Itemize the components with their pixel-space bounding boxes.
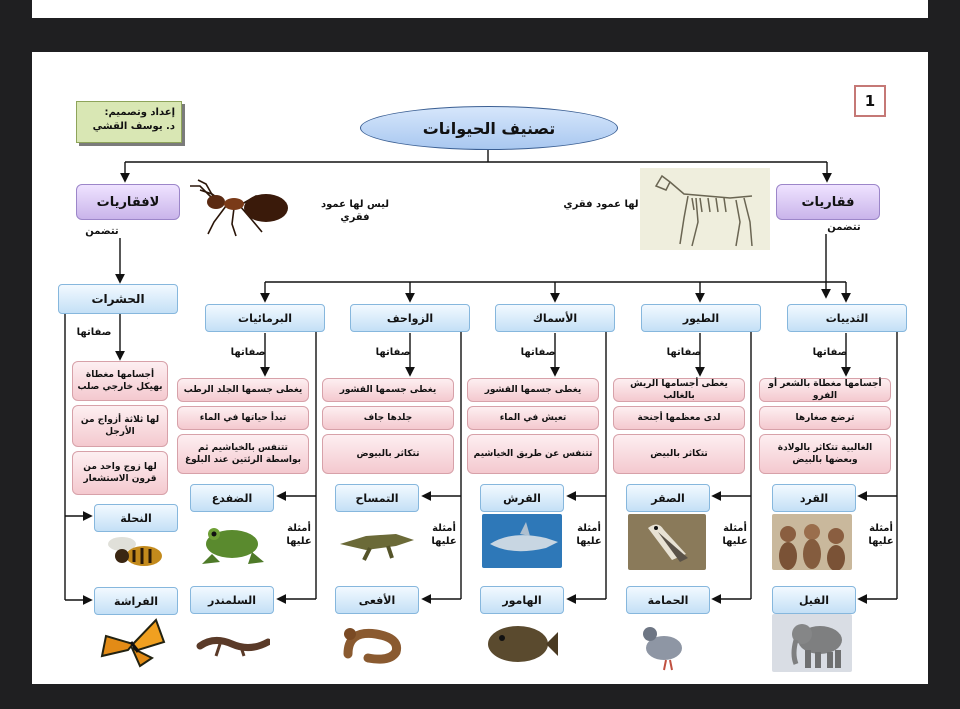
reptiles-example-2: الأفعى (335, 586, 419, 614)
pigeon-image (636, 616, 692, 674)
elephant-image (772, 614, 852, 672)
mammals-example-1: القرد (772, 484, 856, 512)
vertebrates-note: لها عمود فقري (563, 199, 639, 210)
credit-box (76, 101, 182, 143)
crocodile-image (336, 514, 416, 564)
insect-example-2: الفراشة (94, 587, 178, 615)
insect-trait-2: لها ثلاثة أزواج من الأرجل (72, 405, 168, 447)
insects-traits-label: صفاتها (76, 327, 112, 338)
reptiles-trait-3: تتكاثر بالبيوض (322, 434, 454, 474)
fish-traits-label: صفاتها (520, 347, 556, 358)
birds-example-2: الحمامة (626, 586, 710, 614)
vertebrates-box: فقاريات (776, 184, 880, 220)
class-box-amphibians: البرمائيات (205, 304, 325, 332)
diagram-title: تصنيف الحيوانات (360, 106, 618, 150)
amphibians-examples-label: أمثلة عليها (286, 523, 312, 547)
fish-trait-2: تعيش في الماء (467, 406, 599, 430)
bee-image (98, 532, 168, 576)
insect-trait-1: أجسامها مغطاة بهيكل خارجي صلب (72, 361, 168, 401)
page-number: 1 (854, 85, 886, 117)
falcon-image (628, 514, 706, 570)
birds-traits-label: صفاتها (666, 347, 702, 358)
birds-trait-1: يغطى أجسامها الريش بالغالب (613, 378, 745, 402)
vertebrates-includes: تتضمن (827, 222, 861, 233)
reptiles-example-1: التمساح (335, 484, 419, 512)
amphibians-traits-label: صفاتها (230, 347, 266, 358)
frog-image (192, 512, 268, 568)
class-box-reptiles: الزواحف (350, 304, 470, 332)
amphibians-trait-1: يغطى جسمها الجلد الرطب (177, 378, 309, 402)
reptiles-examples-label: أمثلة عليها (431, 523, 457, 547)
mammals-examples-label: أمثلة عليها (868, 523, 894, 547)
credit-line-2: د. يوسف القشي (92, 121, 175, 132)
reptiles-trait-2: جلدها جاف (322, 406, 454, 430)
ant-image (186, 176, 304, 238)
amphibians-trait-2: تبدأ حياتها في الماء (177, 406, 309, 430)
amphibians-trait-3: تتنفس بالخياشيم ثم بواسطة الرئتين عند البلوغ (177, 434, 309, 474)
shark-image (482, 514, 562, 568)
fish-example-1: القرش (480, 484, 564, 512)
fish-trait-1: يغطى جسمها القشور (467, 378, 599, 402)
fish-examples-label: أمثلة عليها (576, 523, 602, 547)
birds-trait-2: لدى معظمها أجنحة (613, 406, 745, 430)
monkey-image (772, 514, 852, 570)
class-box-mammals: الثدييات (787, 304, 907, 332)
snake-image (338, 616, 416, 666)
fish-example-2: الهامور (480, 586, 564, 614)
invertebrates-box: لافقاريات (76, 184, 180, 220)
mammals-example-2: الفيل (772, 586, 856, 614)
class-box-birds: الطيور (641, 304, 761, 332)
skeleton-image (640, 168, 770, 250)
amphibians-example-1: الضفدع (190, 484, 274, 512)
insect-trait-3: لها زوج واحد من قرون الاستشعار (72, 451, 168, 495)
fish-trait-3: تتنفس عن طريق الخياشيم (467, 434, 599, 474)
mammals-trait-2: ترضع صغارها (759, 406, 891, 430)
birds-examples-label: أمثلة عليها (722, 523, 748, 547)
mammals-trait-3: الغالبية تتكاثر بالولادة وبعضها بالبيض (759, 434, 891, 474)
invertebrates-note: ليس لها عمود فقري (321, 199, 389, 223)
invertebrates-includes: تتضمن (85, 226, 119, 237)
butterfly-image (98, 616, 168, 670)
amphibians-example-2: السلمندر (190, 586, 274, 614)
mammals-traits-label: صفاتها (812, 347, 848, 358)
salamander-image (194, 626, 270, 662)
grouper-image (480, 616, 560, 672)
insects-box: الحشرات (58, 284, 178, 314)
reptiles-traits-label: صفاتها (375, 347, 411, 358)
birds-example-1: الصقر (626, 484, 710, 512)
insect-example-1: النحلة (94, 504, 178, 532)
credit-line-1: إعداد وتصميم: (104, 107, 175, 118)
reptiles-trait-1: يغطى جسمها القشور (322, 378, 454, 402)
birds-trait-3: تتكاثر بالبيض (613, 434, 745, 474)
mammals-trait-1: أجسامها مغطاة بالشعر أو الفرو (759, 378, 891, 402)
class-box-fish: الأسماك (495, 304, 615, 332)
